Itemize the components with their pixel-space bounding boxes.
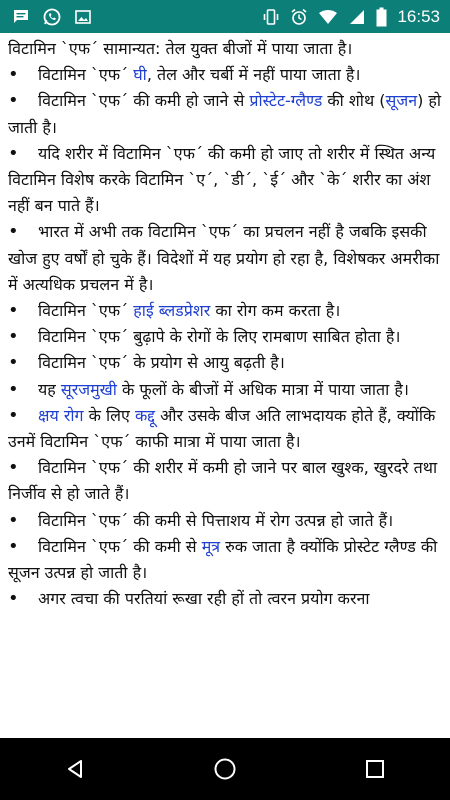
vibrate-icon <box>262 8 280 26</box>
link-high-blood-pressure[interactable]: हाई ब्लडप्रेशर <box>133 301 211 321</box>
item-text: विटामिन `एफ´ की शरीर में कमी हो जाने पर बाल खुश्क, खुरदरे तथा निर्जीव से हो जाते हैं। <box>8 458 438 504</box>
item-text: विटामिन `एफ´ की कमी से <box>38 536 202 556</box>
image-icon <box>74 8 92 26</box>
list-item <box>8 219 442 298</box>
list-item <box>8 88 442 140</box>
list-item <box>8 141 442 220</box>
link-prostate-gland[interactable]: प्रोस्टेट-ग्लैण्ड <box>249 91 323 111</box>
list-item <box>8 534 442 586</box>
home-button[interactable] <box>195 744 255 794</box>
item-text: विटामिन `एफ´ <box>38 65 134 85</box>
vitamin-f-facts-list <box>8 62 442 612</box>
article-content[interactable] <box>8 33 442 738</box>
item-text: और उसके बीज अति लाभदायक होते हैं, क्योंकि उनमें विटामिन `एफ´ काफी मात्रा में पाया जाता है। <box>8 405 436 452</box>
message-icon <box>12 8 30 26</box>
item-text: रुक जाता है क्योंकि प्रोस्टेट ग्लैण्ड की सूजन उत्पन्न हो जाती है। <box>8 536 438 583</box>
list-item <box>8 62 442 88</box>
link-sunflower[interactable]: सूरजमुखी <box>60 379 117 399</box>
link-tuberculosis[interactable]: क्षय रोग <box>38 405 84 425</box>
list-item <box>8 377 442 403</box>
recents-icon <box>365 759 385 779</box>
item-text: विटामिन `एफ´ के प्रयोग से आयु बढ़ती है। <box>38 353 285 373</box>
navigation-bar <box>0 738 450 800</box>
item-text: , तेल और चर्बी में नहीं पाया जाता है। <box>146 65 361 85</box>
item-text: भारत में अभी तक विटामिन `एफ´ का प्रचलन नहीं है जबकि इसकी खोज हुए वर्षों हो चुके हैं। विदेशों में यह प्रयोग हो रहा है, विशेषकर अमरीका में अत्यधिक प्रचलन में है। <box>8 222 440 294</box>
item-text: यदि शरीर में विटामिन `एफ´ की कमी हो जाए तो शरीर में स्थित अन्य विटामिन विशेष करके विटामिन `ए´, `डी´, `ई´ और `के´ शरीर का अंश नहीं बन पाते हैं। <box>8 143 436 216</box>
back-icon <box>64 758 86 780</box>
item-text: विटामिन `एफ´ <box>38 301 134 321</box>
item-text: के लिए <box>83 405 135 425</box>
list-item <box>8 298 442 324</box>
wifi-icon <box>318 8 338 26</box>
item-text: के फूलों के बीजों में अधिक मात्रा में पाया जाता है। <box>116 379 409 399</box>
back-button[interactable] <box>45 744 105 794</box>
item-text: विटामिन `एफ´ बुढ़ापे के रोगों के लिए रामबाण साबित होता है। <box>38 327 401 347</box>
link-ghee[interactable]: घी <box>133 65 147 85</box>
item-text: का रोग कम करता है। <box>210 301 341 321</box>
item-text: अगर त्वचा की परतियां रूखा रही हों तो त्वरन प्रयोग करना <box>38 589 370 609</box>
whatsapp-icon <box>42 7 62 27</box>
list-item <box>8 455 442 507</box>
list-item <box>8 324 442 350</box>
home-icon <box>213 757 237 781</box>
list-item <box>8 586 442 612</box>
item-text: यह <box>38 379 61 399</box>
link-urine[interactable]: मूत्र <box>201 536 221 556</box>
signal-icon <box>348 8 366 26</box>
item-text: ) हो जाती है। <box>8 91 442 137</box>
recents-button[interactable] <box>345 744 405 794</box>
item-text: विटामिन `एफ´ की कमी से पित्ताशय में रोग उत्पन्न हो जाते हैं। <box>38 510 394 530</box>
clock-time: 16:53 <box>397 6 440 26</box>
list-item <box>8 508 442 534</box>
list-item <box>8 403 442 455</box>
link-swelling[interactable]: सूजन <box>385 91 418 111</box>
item-text: की शोथ ( <box>322 91 386 111</box>
link-pumpkin[interactable]: कद्दू <box>134 405 155 425</box>
article-intro: विटामिन `एफ´ सामान्यत: तेल युक्त बीजों में पाया जाता है। <box>8 39 353 58</box>
alarm-icon <box>290 8 308 26</box>
item-text: विटामिन `एफ´ की कमी हो जाने से <box>38 91 250 111</box>
list-item <box>8 350 442 376</box>
status-bar <box>0 0 450 33</box>
battery-icon <box>376 7 387 27</box>
